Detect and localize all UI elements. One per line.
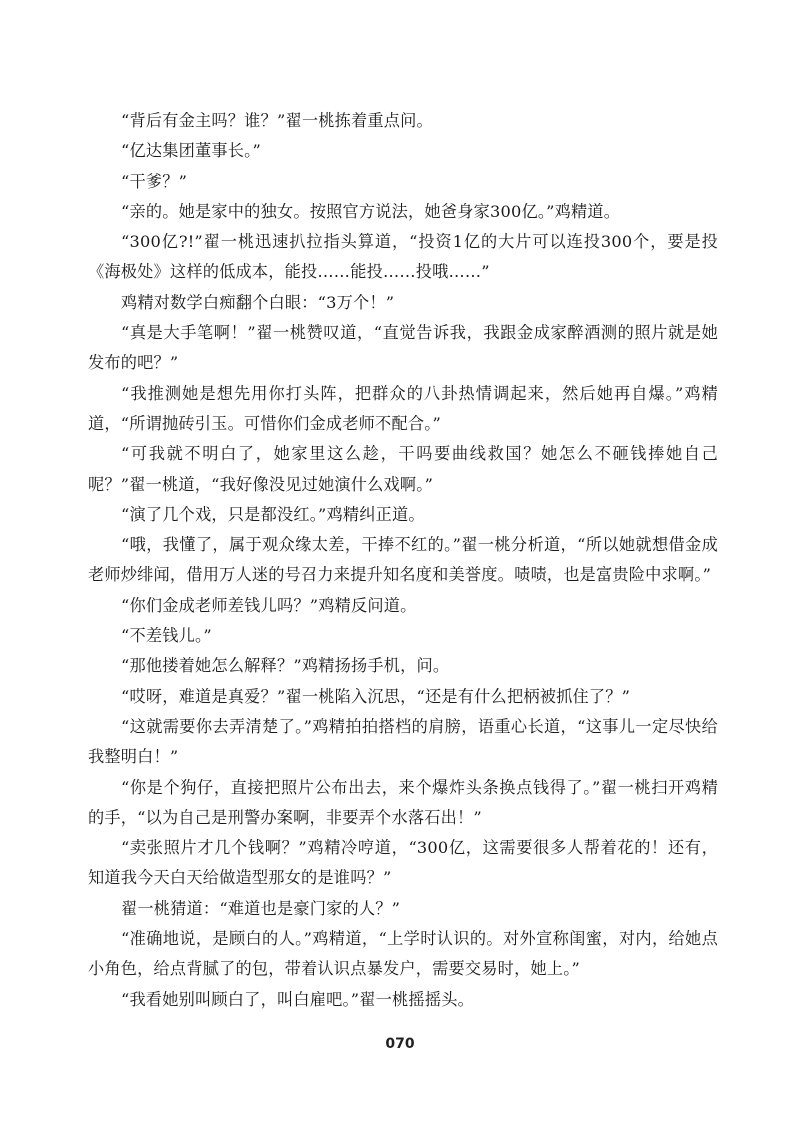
paragraph: “演了几个戏，只是都没红。”鸡精纠正道。 — [121, 504, 425, 524]
page-number: 070 — [385, 1036, 415, 1052]
paragraph: “你是个狗仔，直接把照片公布出去，来个爆炸头条换点钱得了。”翟一桃扫开鸡精的手，“以为自己是刑警办案啊，非要弄个水落石出！” — [88, 777, 718, 827]
paragraph: “我看她别叫顾白了，叫白雇吧。”翟一桃摇摇头。 — [121, 989, 474, 1009]
paragraph: “亿达集团董事长。” — [121, 141, 261, 161]
paragraph: “我推测她是想先用你打头阵，把群众的八卦热情调起来，然后她再自爆。”鸡精道，“所谓抛砖引玉。可惜你们金成老师不配合。” — [88, 383, 718, 433]
paragraph: “背后有金主吗？谁？”翟一桃拣着重点问。 — [121, 111, 433, 130]
paragraph: “这就需要你去弄清楚了。”鸡精拍拍搭档的肩膀，语重心长道，“这事儿一定尽快给我整明白！” — [88, 716, 718, 767]
paragraph: 鸡精对数学白痴翻个白眼：“3万个！” — [121, 292, 395, 312]
paragraph: “真是大手笔啊！”翟一桃赞叹道，“直觉告诉我，我跟金成家醉酒测的照片就是她发布的吧？” — [88, 323, 718, 373]
paragraph: “哎呀，难道是真爱？”翟一桃陷入沉思，“还是有什么把柄被抓住了？” — [121, 686, 631, 706]
paragraph: “你们金成老师差钱儿吗？”鸡精反问道。 — [121, 595, 417, 615]
paragraph: “卖张照片才几个钱啊？”鸡精冷哼道，“300亿，这需要很多人帮着花的！还有，知道我今天白天给做造型那女的是谁吗？” — [88, 838, 718, 888]
body-text — [88, 106, 718, 1015]
paragraph: “300亿?!”翟一桃迅速扒拉指头算道，“投资1亿的大片可以连投300个，要是投《海极处》这样的低成本，能投……能投……投哦……” — [88, 232, 718, 282]
paragraph: “准确地说，是顾白的人。”鸡精道，“上学时认识的。对外宣称闺蜜，对内，给她点小角色，给点背腻了的包，带着认识点暴发户，需要交易时，她上。” — [88, 929, 718, 979]
paragraph: “哦，我懂了，属于观众缘太差，干捧不红的。”翟一桃分析道，“所以她就想借金成老师炒绯闻，借用万人迷的号召力来提升知名度和美誉度。啧啧，也是富贵险中求啊。” — [88, 535, 718, 585]
paragraph: “干爹？” — [121, 171, 188, 191]
paragraph: 翟一桃猜道：“难道也是豪门家的人？” — [121, 898, 401, 918]
paragraph: “亲的。她是家中的独女。按照官方说法，她爸身家300亿。”鸡精道。 — [121, 201, 621, 221]
paragraph: “那他搂着她怎么解释？”鸡精扬扬手机，问。 — [121, 656, 450, 676]
paragraph: “可我就不明白了，她家里这么趁，干吗要曲线救国？她怎么不砸钱捧她自己呢？”翟一桃道，“我好像没见过她演什么戏啊。” — [88, 444, 718, 494]
paragraph: “不差钱儿。” — [121, 626, 212, 646]
